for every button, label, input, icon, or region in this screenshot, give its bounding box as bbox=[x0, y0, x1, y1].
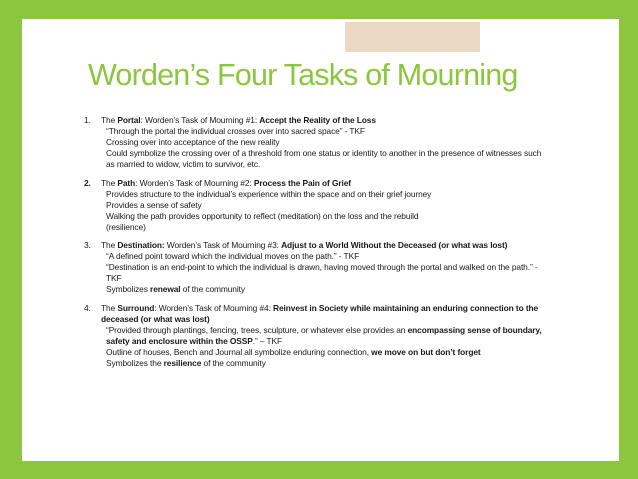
task-name: Adjust to a World Without the Deceased (or what was lost) bbox=[281, 240, 508, 250]
emphasis-text: we move on but don’t forget bbox=[371, 346, 481, 357]
task-line bbox=[84, 325, 544, 347]
task-line: “A defined point toward which the individual moves on the path.” - TKF bbox=[106, 251, 360, 261]
task-line: Provides a sense of safety bbox=[106, 199, 202, 210]
task-heading: 1. The Portal: Worden’s Task of Mourning #1: Accept the Reality of the Loss bbox=[84, 115, 376, 125]
text-run: Outline of houses, Bench and Journal all symbolize enduring connection, bbox=[106, 346, 372, 357]
slide-title: Worden’s Four Tasks of Mourning bbox=[88, 58, 518, 92]
task-name: Reinvest in Society while maintaining an enduring connection to the deceased (or what was lost) bbox=[101, 302, 539, 324]
task-line: “Destination is an end-point to which the individual is drawn, having moved through the portal and walked on the path.” - TKF bbox=[106, 262, 538, 283]
text-run: .” – TKF bbox=[252, 335, 283, 346]
task-heading: 3. The Destination: Worden’s Task of Mourning #3: Adjust to a World Without the Deceased (or what was lost) bbox=[84, 240, 508, 250]
task-line: Provides structure to the individual’s experience within the space and on their grief journey bbox=[106, 188, 432, 199]
task-line: Could symbolize the crossing over of a threshold from one status or identity to another in the presence of witnesses such as married to widow, victim to survivor, etc. bbox=[106, 148, 542, 169]
emphasis-text: encompassing sense of boundary, safety and enclosure within the OSSP bbox=[106, 324, 542, 346]
emphasis-text: resilience bbox=[163, 357, 202, 368]
decorative-tab bbox=[342, 19, 483, 55]
task-2 bbox=[84, 178, 544, 233]
text-run: “Provided through plantings, fencing, trees, sculpture, or whatever else provides an bbox=[106, 324, 408, 335]
task-heading: 4. The Surround: Worden’s Task of Mourning #4: Reinvest in Society while maintaining an enduring connection to the deceased (or what was lost) bbox=[84, 302, 539, 324]
task-line bbox=[84, 358, 544, 369]
task-label: : Worden’s Task of Mourning #4: bbox=[154, 302, 274, 313]
task-keyword: Destination: bbox=[117, 240, 165, 250]
emphasis-text: renewal bbox=[150, 284, 181, 294]
text-run: of the community bbox=[201, 357, 266, 368]
task-label: Worden’s Task of Mourning #3: bbox=[164, 240, 282, 250]
task-3 bbox=[84, 240, 544, 295]
task-line: Crossing over into acceptance of the new reality bbox=[106, 137, 280, 147]
task-list bbox=[84, 115, 544, 376]
task-keyword: Surround bbox=[117, 302, 155, 313]
task-line: “Through the portal the individual crosses over into sacred space” - TKF bbox=[106, 126, 365, 136]
task-line bbox=[84, 347, 544, 358]
task-4 bbox=[84, 303, 544, 369]
task-number: 3. bbox=[84, 240, 91, 250]
task-line: Walking the path provides opportunity to reflect (meditation) on the loss and the rebuild bbox=[106, 210, 419, 221]
text-run: Symbolizes bbox=[106, 284, 151, 294]
task-name: Accept the Reality of the Loss bbox=[259, 115, 376, 125]
task-line: (resilience) bbox=[106, 221, 146, 232]
task-name: Process the Pain of Grief bbox=[253, 177, 351, 188]
task-number: 4. bbox=[84, 302, 91, 313]
task-keyword: Portal bbox=[117, 115, 141, 125]
task-keyword: Path bbox=[117, 177, 136, 188]
task-label: : Worden’s Task of Mourning #1: bbox=[140, 115, 260, 125]
task-number: 1. bbox=[84, 115, 91, 125]
text-run: of the community bbox=[180, 284, 245, 294]
task-1 bbox=[84, 115, 544, 170]
task-label: : Worden’s Task of Mourning #2: bbox=[135, 177, 254, 188]
task-number: 2. bbox=[84, 177, 91, 188]
task-heading: 2. The Path: Worden’s Task of Mourning #2: Process the Pain of Grief bbox=[84, 177, 351, 188]
task-line bbox=[84, 284, 544, 295]
text-run: Symbolizes the bbox=[106, 357, 164, 368]
